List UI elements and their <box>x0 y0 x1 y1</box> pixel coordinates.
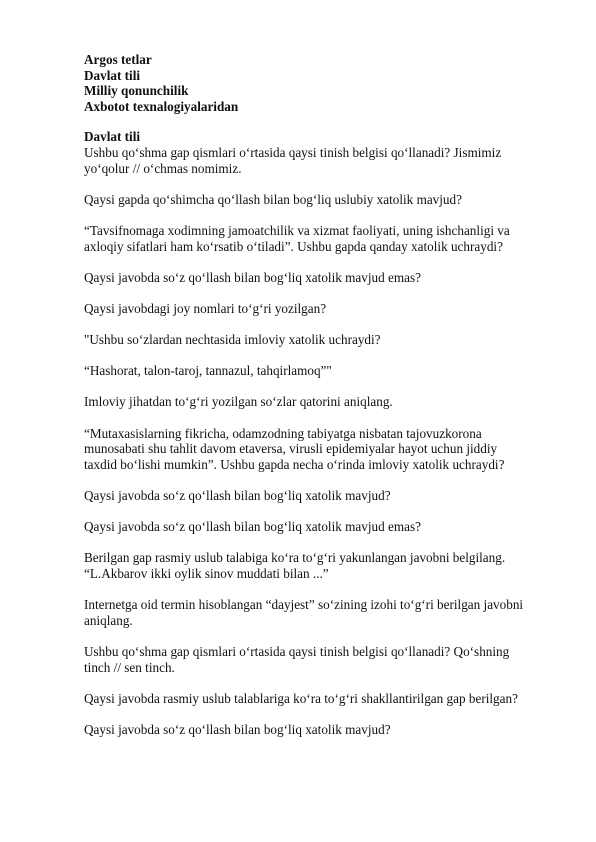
question-paragraph <box>84 332 564 348</box>
text-line: Ushbu qo‘shma gap qismlari o‘rtasida qaysi tinish belgisi qo‘llanadi? Qo‘shning <box>84 643 510 659</box>
text-line: Qaysi javobda rasmiy uslub talablariga ko‘ra to‘g‘ri shakllantirilgan gap berilgan? <box>84 690 518 706</box>
question-paragraph <box>84 597 564 628</box>
text-line: aniqlang. <box>84 612 133 628</box>
question-paragraph <box>84 363 564 379</box>
question-paragraph <box>84 426 564 473</box>
document-page <box>84 52 564 753</box>
text-line: axloqiy sifatlari ham ko‘rsatib o‘tiladi”. Ushbu gapda qanday xatolik uchraydi? <box>84 238 503 254</box>
text-line: Qaysi javobda so‘z qo‘llash bilan bog‘liq xatolik mavjud? <box>84 721 391 737</box>
text-line: “Tavsifnomaga xodimning jamoatchilik va xizmat faoliyati, uning ishchanligi va <box>84 222 510 238</box>
question-paragraph <box>84 145 564 176</box>
text-line: yo‘qolur // o‘chmas nomimiz. <box>84 160 242 176</box>
text-line: munosabati shu tahlit davom etaversa, virusli epidemiyalar hayot uchun jiddiy <box>84 441 498 457</box>
heading-line: Argos tetlar <box>84 52 152 67</box>
text-line: Berilgan gap rasmiy uslub talabiga ko‘ra to‘g‘ri yakunlangan javobni belgilang. <box>84 550 506 566</box>
text-line: Ushbu qo‘shma gap qismlari o‘rtasida qaysi tinish belgisi qo‘llanadi? Jismimiz <box>84 144 502 160</box>
question-paragraph <box>84 223 564 254</box>
section-title: Davlat tili <box>84 129 141 145</box>
heading-block <box>84 52 564 114</box>
text-line: Qaysi javobda so‘z qo‘llash bilan bog‘liq xatolik mavjud emas? <box>84 519 421 535</box>
question-paragraph <box>84 550 564 581</box>
text-line: Internetga oid termin hisoblangan “dayjest” so‘zining izohi to‘g‘ri berilgan javobni <box>84 597 524 613</box>
text-line: tinch // sen tinch. <box>84 659 175 675</box>
question-paragraph <box>84 644 564 675</box>
text-line: Qaysi javobdagi joy nomlari to‘g‘ri yozilgan? <box>84 300 327 316</box>
question-paragraph <box>84 691 564 707</box>
question-paragraph <box>84 394 564 410</box>
text-line: Qaysi javobda so‘z qo‘llash bilan bog‘liq xatolik mavjud? <box>84 488 391 504</box>
question-paragraph <box>84 488 564 504</box>
text-line: Qaysi javobda so‘z qo‘llash bilan bog‘liq xatolik mavjud emas? <box>84 269 421 285</box>
text-line: "Ushbu so‘zlardan nechtasida imloviy xatolik uchraydi? <box>84 332 381 348</box>
heading-line: Axbotot texnalogiyalaridan <box>84 98 239 114</box>
question-paragraph <box>84 519 564 535</box>
question-paragraph <box>84 270 564 286</box>
text-line: “Mutaxasislarning fikricha, odamzodning tabiyatga nisbatan tajovuzkorona <box>84 425 482 441</box>
question-paragraph <box>84 722 564 738</box>
heading-line: Davlat tili <box>84 67 141 83</box>
text-line: “Hashorat, talon-taroj, tannazul, tahqirlamoq”" <box>84 363 332 379</box>
heading-line: Milliy qonunchilik <box>84 83 189 99</box>
text-line: “L.Akbarov ikki oylik sinov muddati bilan ...” <box>84 566 329 581</box>
text-line: Qaysi gapda qo‘shimcha qo‘llash bilan bog‘liq uslubiy xatolik mavjud? <box>84 191 462 207</box>
question-paragraph <box>84 301 564 317</box>
question-paragraph <box>84 192 564 208</box>
text-line: taxdid bo‘lishi mumkin”. Ushbu gapda necha o‘rinda imloviy xatolik uchraydi? <box>84 456 505 472</box>
text-line: Imloviy jihatdan to‘g‘ri yozilgan so‘zlar qatorini aniqlang. <box>84 394 393 410</box>
